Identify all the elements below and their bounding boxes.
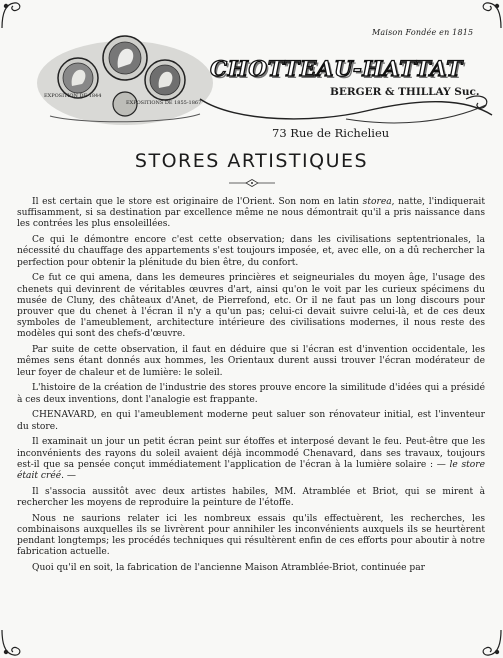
paragraph: Il s'associa aussitôt avec deux artistes habiles, MM. Atramblée et Briot, qui se mirent à rechercher les moyens de reproduire la peinture de l'étoffe. [17,486,485,509]
paragraph: L'histoire de la création de l'industrie des stores prouve encore la similitude d'idées qui a présidé à ces deux inventions, dont l'analogie est frappante. [17,383,485,405]
paragraph: Il examinait un jour un petit écran peint sur étoffes et interposé devant le feu. Peut-être que les inconvénients des rayons du soleil avaient déjà incommodé Chenavard, dans ses travaux, toujours est-il que sa pensée conçut immédiatement l'application de l'écran à la lumière solaire : — le store était créé. — [17,437,485,482]
title-divider-ornament [229,178,275,188]
successor-names: BERGER & THILLAY Suc. [330,86,480,98]
page-title: STORES ARTISTIQUES [134,150,369,172]
exhibition-1844-label: EXPOSITION DE 1844 [44,93,102,99]
corner-ornament-bottom-left [0,628,30,658]
article-body [17,197,485,579]
exhibitions-1855-1867-label: EXPOSITIONS DE 1855-1867 [126,100,202,106]
paragraph: Il est certain que le store est originaire de l'Orient. Son nom en latin storea, natte, l'indiquerait suffisamment, si sa destination par excellence même ne nous démontrait qu'il a pris naissance dans les contrées les plus ensoleillées. [17,197,485,230]
paragraph: Nous ne saurions relater ici les nombreux essais qu'ils effectuèrent, les recherches, les combinaisons auxquelles ils se livrèrent pour annihiler les inconvénients auxquels ils se heurtèrent pendant longtemps; les procédés techniques qui résultèrent enfin de ces efforts pour aboutir à notre fabrication actuelle. [17,513,485,558]
corner-ornament-top-right [473,0,503,30]
paragraph: Ce fut ce qui amena, dans les demeures princières et seigneuriales du moyen âge, l'usage des chenets qui devinrent de véritables œuvres d'art, ainsi qu'on le voit par les curieux spécimens du musée de Cluny, des châteaux d'Anet, de Pierrefond, etc. Or il ne faut pas un long discours pour prouver que du chenet à l'écran il n'y a qu'un pas; celui-ci devait suivre celui-là, et de ces deux symboles de l'ameublement, architecture intérieure des civilisations modernes, il nous reste des modèles qui sont des chefs-d'œuvre. [17,273,485,340]
paragraph: CHENAVARD, en qui l'ameublement moderne peut saluer son rénovateur initial, est l'inventeur du store. [17,410,485,432]
brand-name: CHOTTEAU-HATTAT [210,57,463,82]
paragraph: Par suite de cette observation, il faut en déduire que si l'écran est d'invention occidentale, les mêmes sens étant donnés aux hommes, les Orientaux durent aussi trouver l'écran modérateur de leur foyer de chaleur et de lumière: le soleil. [17,345,485,378]
paragraph: Ce qui le démontre encore c'est cette observation; dans les civilisations septentrionales, la nécessité du chauffage des appartements s'est toujours imposée, et, avec elle, on a dû rechercher la perfection pour obtenir la plénitude du bien être, du confort. [17,235,485,268]
founded-note: Maison Fondée en 1815 [372,28,474,37]
corner-ornament-top-left [0,0,30,30]
exhibition-medals-emblem [30,28,215,128]
corner-ornament-bottom-right [473,628,503,658]
address: 73 Rue de Richelieu [272,126,390,140]
paragraph: Quoi qu'il en soit, la fabrication de l'ancienne Maison Atramblée-Briot, continuée par [32,563,425,574]
brand-flourish [196,93,496,127]
